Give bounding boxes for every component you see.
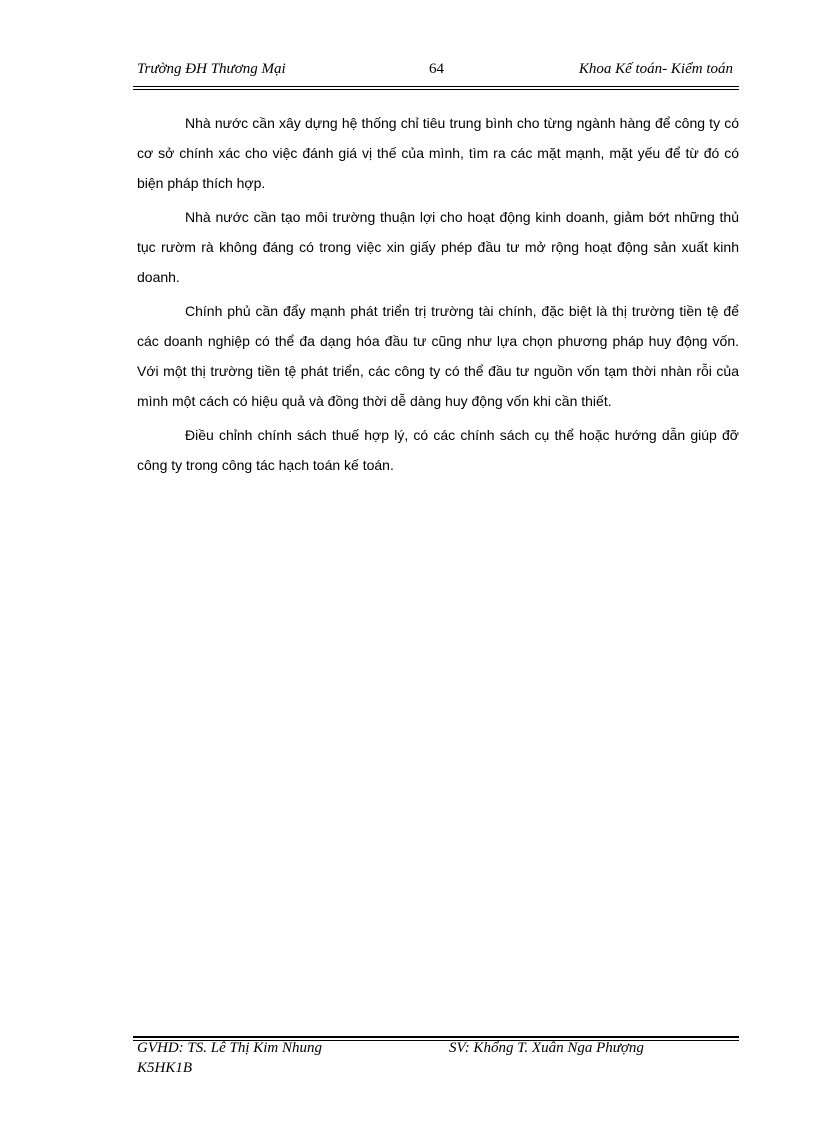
page-header — [133, 61, 739, 83]
footer-student: SV: Khổng T. Xuân Nga Phượng — [449, 1040, 644, 1056]
paragraph-3: Chính phủ cần đẩy mạnh phát triển trị trường tài chính, đặc biệt là thị trường tiền tệ để các doanh nghiệp có thể đa dạng hóa đầu tư cũng như lựa chọn phương pháp huy động vốn. Với một thị trường tiền tệ phát triển, các công ty có thể đầu tư nguồn vốn tạm thời nhàn rỗi của mình một cách có hiệu quả và đồng thời dễ dàng huy động vốn khi cần thiết. — [137, 303, 739, 409]
paragraph-2: Nhà nước cần tạo môi trường thuận lợi cho hoạt động kinh doanh, giảm bớt những thủ tục rườm rà không đáng có trong việc xin giấy phép đầu tư mở rộng hoạt động sản xuất kinh doanh. — [137, 209, 739, 285]
footer-rule-thick — [133, 1036, 739, 1038]
paragraph-4: Điều chỉnh chính sách thuế hợp lý, có các chính sách cụ thể hoặc hướng dẫn giúp đỡ công ty trong công tác hạch toán kế toán. — [137, 427, 739, 473]
header-rule-thin — [133, 89, 739, 90]
paragraph-1: Nhà nước cần xây dựng hệ thống chỉ tiêu trung bình cho từng ngành hàng để công ty có cơ sở chính xác cho việc đánh giá vị thế của mình, tìm ra các mặt mạnh, mặt yếu để từ đó có biện pháp thích hợp. — [137, 115, 739, 191]
header-rule-thick — [133, 86, 739, 87]
footer-class: K5HK1B — [137, 1060, 193, 1076]
header-school: Trường ĐH Thương Mại — [137, 61, 286, 77]
page-number: 64 — [429, 61, 444, 77]
footer-advisor: GVHD: TS. Lê Thị Kim Nhung — [137, 1040, 323, 1056]
header-department: Khoa Kế toán- Kiểm toán — [578, 61, 733, 77]
body-content — [137, 108, 739, 480]
